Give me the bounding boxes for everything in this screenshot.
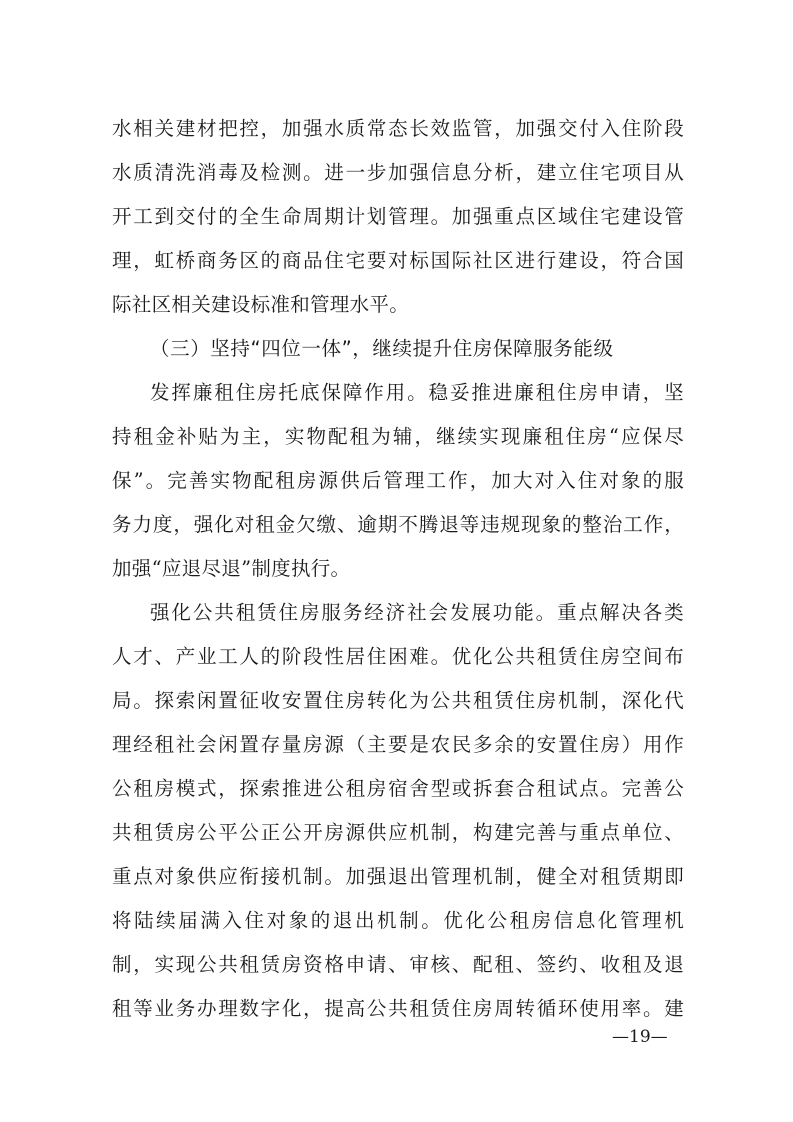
text-line: 水相关建材把控，加强水质常态长效监管，加强交付入住阶段 — [112, 117, 684, 140]
text-line: 加强“应退尽退”制度执行。 — [112, 557, 351, 580]
paragraph-first-line: 发挥廉租住房托底保障作用。稳妥推进廉租住房申请，坚 — [150, 381, 684, 404]
text-line: 持租金补贴为主，实物配租为辅，继续实现廉租住房“应保尽 — [112, 425, 684, 448]
text-line: 公租房模式，探索推进公租房宿舍型或拆套合租试点。完善公 — [112, 777, 684, 800]
paragraph-first-line: 强化公共租赁住房服务经济社会发展功能。重点解决各类 — [150, 601, 684, 624]
text-line: 理，虹桥商务区的商品住宅要对标国际社区进行建设，符合国 — [112, 249, 684, 272]
text-line: 重点对象供应衔接机制。加强退出管理机制，健全对租赁期即 — [112, 865, 684, 888]
text-line: 人才、产业工人的阶段性居住困难。优化公共租赁住房空间布 — [112, 645, 684, 668]
text-line: 制，实现公共租赁房资格申请、审核、配租、签约、收租及退 — [112, 953, 684, 976]
text-line: 保”。完善实物配租房源供后管理工作，加大对入住对象的服 — [112, 469, 684, 492]
page-number: —19— — [612, 1027, 668, 1047]
text-line: 租等业务办理数字化，提高公共租赁住房周转循环使用率。建 — [112, 997, 684, 1020]
section-heading: （三）坚持“四位一体”，继续提升住房保障服务能级 — [150, 337, 614, 360]
text-line: 开工到交付的全生命周期计划管理。加强重点区域住宅建设管 — [112, 205, 684, 228]
text-line: 局。探索闲置征收安置住房转化为公共租赁住房机制，深化代 — [112, 689, 684, 712]
text-line: 理经租社会闲置存量房源（主要是农民多余的安置住房）用作 — [112, 733, 684, 756]
text-line: 共租赁房公平公正公开房源供应机制，构建完善与重点单位、 — [112, 821, 684, 844]
text-line: 将陆续届满入住对象的退出机制。优化公租房信息化管理机 — [112, 909, 684, 932]
text-line: 务力度，强化对租金欠缴、逾期不腾退等违规现象的整治工作， — [112, 513, 684, 536]
text-line: 际社区相关建设标准和管理水平。 — [112, 293, 410, 316]
text-line: 水质清洗消毒及检测。进一步加强信息分析，建立住宅项目从 — [112, 161, 684, 184]
